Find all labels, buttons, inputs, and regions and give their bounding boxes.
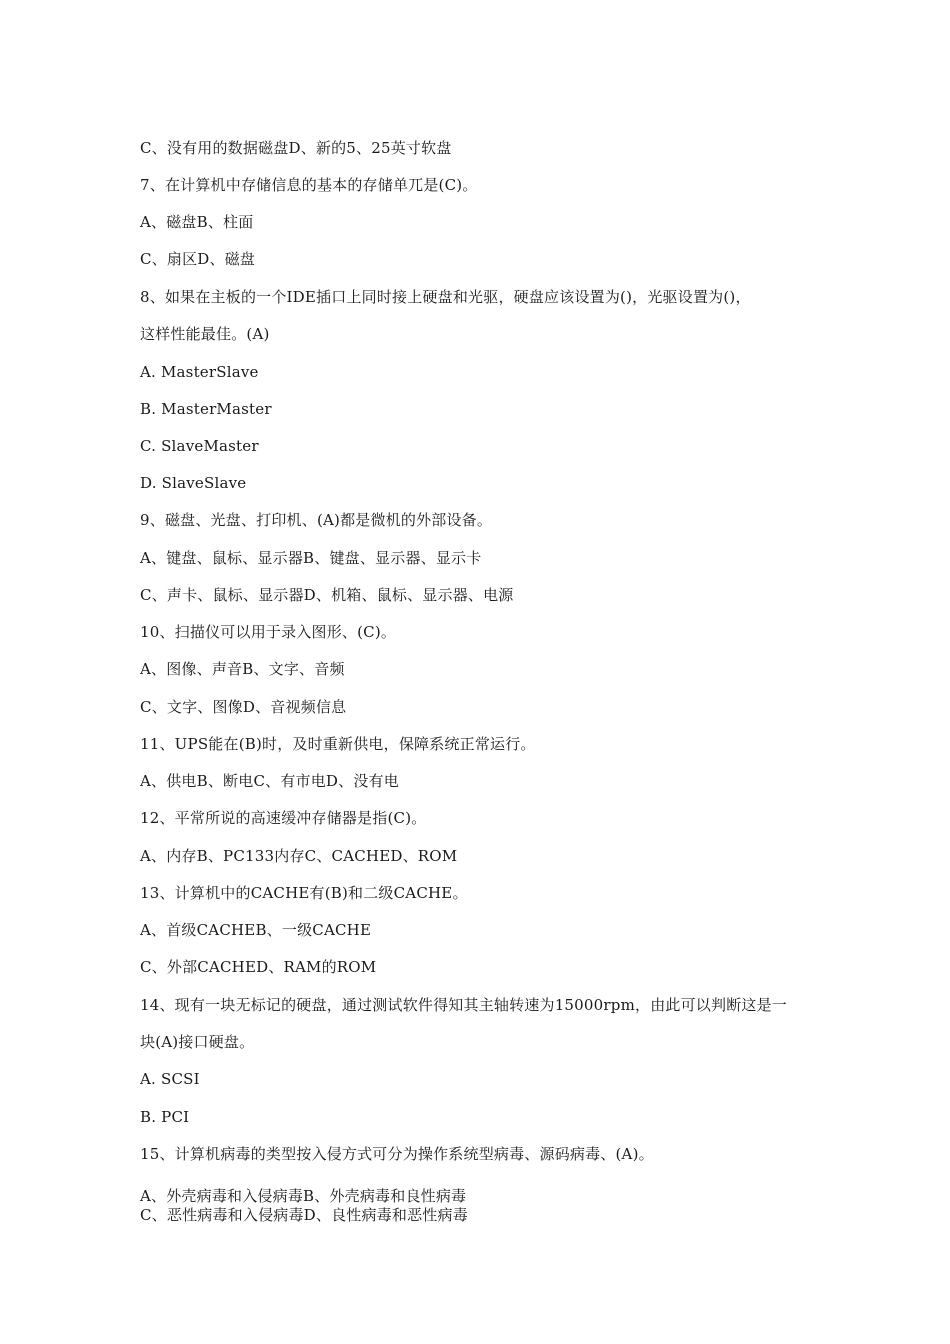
question-line: 11、UPS能在(B)时，及时重新供电，保障系统正常运行。 [140,735,536,753]
answer-line: C、恶性病毒和入侵病毒D、良性病毒和恶性病毒 [140,1206,468,1224]
answer-line: C、扇区D、磁盘 [140,250,256,268]
question-line: 13、计算机中的CACHE有(B)和二级CACHE。 [140,884,468,902]
answer-line: A、首级CACHEB、一级CACHE [140,921,372,939]
answer-line: A、供电B、断电C、有市电D、没有电 [140,772,399,790]
answer-line: A、图像、声音B、文字、音频 [140,660,345,678]
question-line: 12、平常所说的高速缓冲存储器是指(C)。 [140,809,427,827]
question-line: 这样性能最佳。(A) [140,325,270,343]
answer-line: B. PCI [140,1108,190,1126]
question-line: 14、现有一块无标记的硬盘，通过测试软件得知其主轴转速为15000rpm，由此可以判断这是一 [140,996,788,1014]
answer-line: C、外部CACHED、RAM的ROM [140,958,377,976]
question-line: 块(A)接口硬盘。 [140,1033,255,1051]
question-line: 7、在计算机中存储信息的基本的存储单兀是(C)。 [140,176,478,194]
answer-line: A、键盘、鼠标、显示器B、键盘、显示器、显示卡 [140,549,482,567]
answer-line: C. SlaveMaster [140,437,259,455]
answer-line: A、内存B、PC133内存C、CACHED、ROM [140,847,458,865]
answer-line: A、磁盘B、柱面 [140,213,254,231]
answer-line: C、声卡、鼠标、显示器D、机箱、鼠标、显示器、电源 [140,586,514,604]
answer-line: D. SlaveSlave [140,474,247,492]
question-line: 9、磁盘、光盘、打印机、(A)都是微机的外部设备。 [140,511,493,529]
answer-line: B. MasterMaster [140,400,272,418]
question-line: 8、如果在主板的一个IDE插口上同时接上硬盘和光驱，硬盘应该设置为()，光驱设置为()， [140,288,751,306]
answer-line: A. SCSI [140,1070,200,1088]
answer-line: C、文字、图像D、音视频信息 [140,698,347,716]
answer-line: A. MasterSlave [140,363,259,381]
question-line: 15、计算机病毒的类型按入侵方式可分为操作系统型病毒、源码病毒、(A)。 [140,1145,654,1163]
answer-line: C、没有用的数据磁盘D、新的5、25英寸软盘 [140,139,452,157]
answer-line: A、外壳病毒和入侵病毒B、外壳病毒和良性病毒 [140,1187,467,1205]
question-line: 10、扫描仪可以用于录入图形、(C)。 [140,623,397,641]
